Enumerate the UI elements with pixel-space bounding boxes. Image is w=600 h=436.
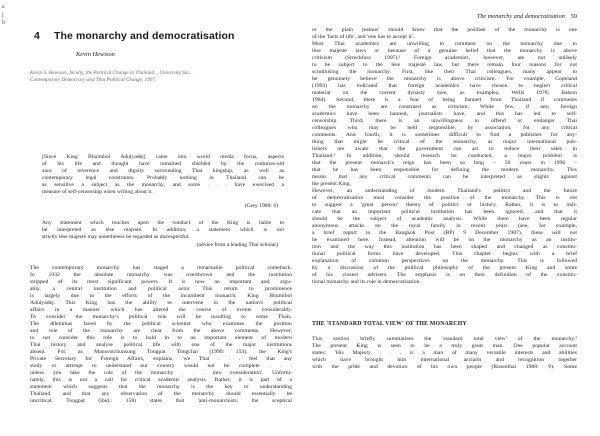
right-column <box>312 0 577 436</box>
body-line: tional monarchy and its role in democratisation. <box>312 279 421 285</box>
epigraph-line: aura of reverence and dignity surrounding Thai kingship, as well as <box>42 168 284 174</box>
body-line: that the present monarch's reign has been so long – 50 years in 1996 – <box>312 160 577 166</box>
body-line: of democratisation must consider the position of the monarchy. This is not <box>312 195 577 201</box>
epigraph-line: contemporary legal constraints. Probably nothing in Thailand can be <box>42 175 284 181</box>
body-line: study or attempt to understand our country would not be complete . . . <box>30 363 292 369</box>
body-line: To consider the monarchy's political role will be insulting to some Thais. <box>30 314 292 320</box>
body-line: should be the subject of academic analysis. While there have been regular <box>312 216 577 222</box>
body-line: The present King is seen to be a truly great man. One popular account <box>312 343 577 349</box>
epigraph-line: [Since King Bhumibol Adulyadej] came into world media focus, aspects <box>42 154 284 160</box>
chapter-note-line: Kevin S. Hewison, faculty, the Political Change in Thailand... University Sin... <box>30 70 193 76</box>
body-line: material on the current dynasty (see, as examples, Wells 1978; Batson <box>312 90 577 96</box>
body-line: a brief report in the Bangkok Post (BP) 9 December 1987), these will not <box>312 230 577 236</box>
epigraph-line: measure of self-censorship when writing about it. <box>42 189 153 195</box>
body-line: This section briefly summarises the 'standard total view' of the monarchy.³ <box>312 336 577 342</box>
body-line: Adulyadej. This King has the ability to intervene in the nation's political <box>30 300 292 306</box>
margin-mark: b <box>2 20 5 26</box>
body-line: 1984). Second, there is a fear of being banned from Thailand if comments <box>312 97 577 103</box>
body-line: to suggest a 'great person' theory of politics or history. Rather, it is to indi- <box>312 202 577 208</box>
quote-line: be interpreted as lèse majesté. In addition, a statement which is not <box>42 227 284 233</box>
body-line: be genuinely believe the monarchy is above criticism. For example, Copeland <box>312 76 577 82</box>
body-line: absent. For, as Manorotchunsung Tongpat Tongchai (1990: 154), the King's <box>30 349 292 355</box>
left-column <box>30 0 292 436</box>
body-line: However, an understanding of modern Thailand's politics and the future <box>312 188 577 194</box>
body-line: explanation of common perspectives on the monarchy. This is followed <box>312 258 577 264</box>
margin-mark: a <box>2 4 5 10</box>
epigraph-source: (Grey 1988: 6) <box>244 203 278 209</box>
body-line: and role of the monarchy are clear from the above comments. However, <box>30 328 292 334</box>
body-line: means that any critical comments can be interpreted as slights against <box>312 174 577 180</box>
epigraph-line: as sensitive a subject as the monarchy, and some . . . have exercised a <box>42 182 284 188</box>
body-line: academics have been banned, journalists have, and this has led to self- <box>312 111 577 117</box>
body-line: ably, a central institution and political actor. This return to prominence <box>30 286 292 292</box>
body-line: comments. And fourth, it is sometimes difficult to find a publisher for any- <box>312 132 577 138</box>
body-line: Most Thai academics are unwilling to comment on the monarchy due to <box>312 41 577 47</box>
body-line: colleagues who may be held responsible, by association, for any critical <box>312 125 577 131</box>
margin-mark: j <box>2 12 4 18</box>
body-line: censorship. Third, there is an unwillingness to offend or endanger Thai <box>312 118 577 124</box>
body-line: be examined here. Instead, attention will be on the monarchy as an institu- <box>312 237 577 243</box>
body-line: which have brought him international acclaim and recognition together <box>312 357 577 363</box>
body-line: anonymous attacks on the royal family in recent years (see, for example, <box>312 223 577 229</box>
chapter-title-text: The monarchy and democratisation <box>54 30 235 42</box>
body-line: uncritical. Tongpat (ibid.: 158) states that 'anti-monarchists, the sceptical <box>30 398 292 404</box>
body-line: Private Secretary for Foreign Affairs, explains, 'we Thai . . . feel that any <box>30 356 292 362</box>
body-line: that he has been responsible for defining the modern monarchy. This <box>312 167 577 173</box>
body-line: of the 'facts of life', and 'one has to accept it'. <box>312 34 415 40</box>
body-line: to not consider this role is to hold in to an important element of modern <box>30 335 292 341</box>
body-line: on the monarchy are construed as criticism. While few, if any, foreign <box>312 104 577 110</box>
body-line: cate that an important political institution has been ignored, and that it <box>312 209 577 215</box>
body-line: thing that might be critical of the monarchy, as major international pub- <box>312 139 577 145</box>
body-line: to be subject to the lèse majesté law, but there remain four reasons for not <box>312 62 577 68</box>
body-line: Thailand.² In addition, should research be conducted, a major problem is <box>312 153 577 159</box>
body-line: The contemporary monarchy has staged a remarkable political comeback. <box>30 265 292 271</box>
body-line: statement which suggests that the monarchy is the key to understanding <box>30 384 292 390</box>
running-head-title: The monarchy and democratisation <box>476 13 565 20</box>
epigraph-line: of his life and thought have remained shielded by the centuries-old <box>42 161 284 167</box>
chapter-author: Kevin Hewison <box>76 51 115 58</box>
body-line: or the plain jealous' should know that the position of the monarchy is one <box>312 27 577 33</box>
chapter-number: 4 <box>34 30 40 42</box>
body-line: the present King. <box>312 181 352 187</box>
body-line: In 1932 the absolute monarchy was overthrown and the institution <box>30 272 292 278</box>
body-line: states: 'His Majesty . . . is a man of many versatile interests and abilities <box>312 350 577 356</box>
body-line: Thai history and analyse political life with one of the major institutions <box>30 342 292 348</box>
body-line: Thailand, and that any observation of the monarchy should essentially be <box>30 391 292 397</box>
body-line: stripped of its most significant powers. It is now an important and, argu- <box>30 279 292 285</box>
quote-line: strictly lèse majesté may nonetheless be regarded as disrespectful. <box>42 234 190 240</box>
body-line: of his closest advisers. The emphasis is on their definition of the constitu- <box>312 272 577 278</box>
body-line: lèse majesté laws or because of a genuine belief that the monarchy is above <box>312 48 577 54</box>
chapter-note-line: Contemporary Democracy and Thai Political Change, 1997. <box>30 77 157 83</box>
page-number: 59 <box>570 13 577 20</box>
body-line: affairs in a manner which has altered the course of events considerably. <box>30 307 292 313</box>
body-line: tion and the way this institution has been shaped and changed as constitu- <box>312 244 577 250</box>
body-line: with the pride and devotion of his own people (Rosenthal 1988: 9). Some <box>312 364 577 370</box>
body-line: lishers are aware that the government can act to reduce their sales in <box>312 146 577 152</box>
body-line: The dilemmas faced by the political scientist who examines the position <box>30 321 292 327</box>
body-line: nately, this is not a call for critical academic analysis. Rather, it is part of a <box>30 377 292 383</box>
body-line: is largely due to the efforts of the incumbent monarch, King Bhumibol <box>30 293 292 299</box>
section-heading: THE 'STANDARD TOTAL VIEW' OF THE MONARCHY <box>312 321 467 327</box>
quote-source: (advice from a leading Thai scholar) <box>196 242 278 248</box>
body-line: scrutinising the monarchy. First, like their Thai colleagues, many appear to <box>312 69 577 75</box>
body-line: by a discussion of the political philosophy of the present King and some <box>312 265 577 271</box>
body-line: tional political forms have developed. This chapter begins with a brief <box>312 251 577 257</box>
quote-line: Any statement which touches upon the conduct of the King is liable to <box>42 220 284 226</box>
body-line: criticism (Streckfuss 1997).¹ Foreign academics, however, are not unlikely <box>312 55 577 61</box>
body-line: unless you take the role of the monarchy . . . into consideration'. Unfortu- <box>30 370 292 376</box>
body-line: (1993) has indicated that foreign academics have chosen to neglect critical <box>312 83 577 89</box>
